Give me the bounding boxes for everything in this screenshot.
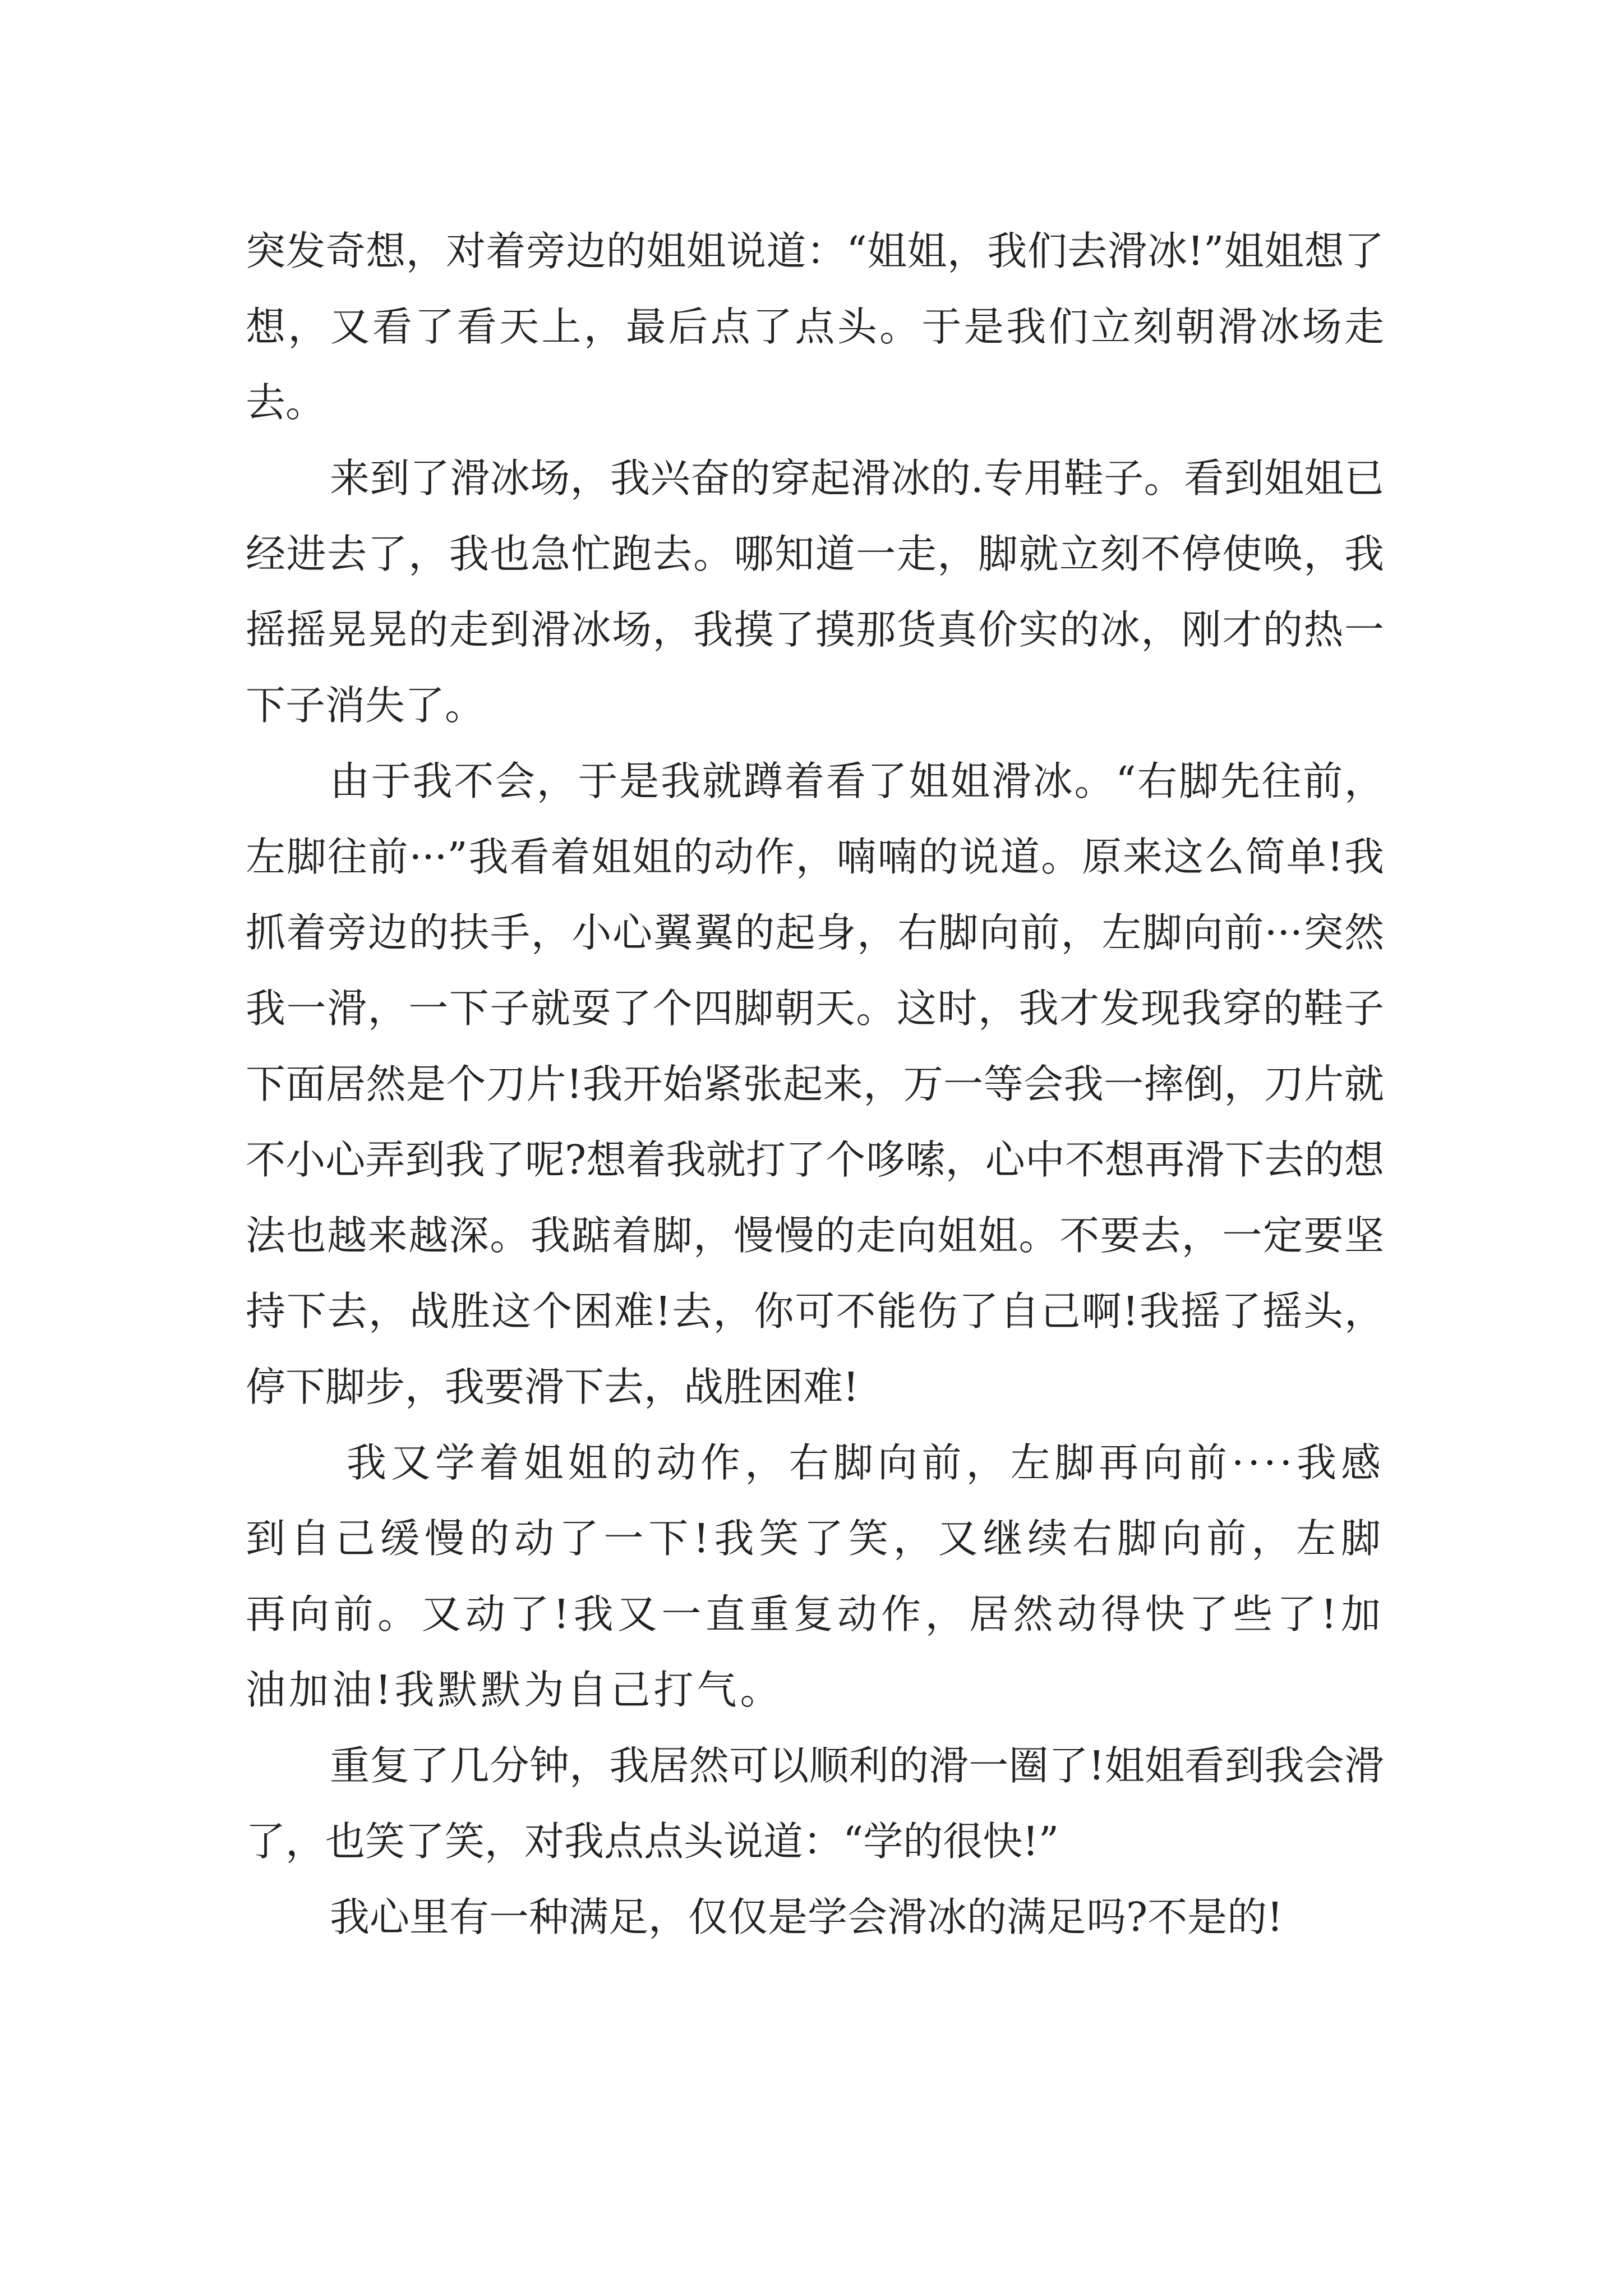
paragraph-1: 突发奇想，对着旁边的姐姐说道：“姐姐，我们去滑冰!”姐姐想了想，又看了看天上，最后点了点头。于是我们立刻朝滑冰场走去。 [246,228,1384,426]
paragraph-3: 由于我不会，于是我就蹲着看了姐姐滑冰。“右脚先往前，左脚往前···”我看着姐姐的动作，喃喃的说道。原来这么简单!我抓着旁边的扶手，小心翼翼的起身，右脚向前，左脚向前···突然我一滑，一下子就耍了个四脚朝天。这时，我才发现我穿的鞋子下面居然是个刀片!我开始紧张起来，万一等会我一摔倒，刀片就不小心弄到我了呢?想着我就打了个哆嗦，心中不想再滑下去的想法也越来越深。我踮着脚，慢慢的走向姐姐。不要去，一定要坚持下去，战胜这个困难!去，你可不能伤了自己啊!我摇了摇头，停下脚步，我要滑下去，战胜困难! [246,758,1384,1410]
paragraph-4: 我又学着姐姐的动作，右脚向前，左脚再向前····我感到自己缓慢的动了一下!我笑了笑，又继续右脚向前，左脚再向前。又动了!我又一直重复动作，居然动得快了些了!加油加油!我默默为自己打气。 [246,1439,1384,1713]
article-body [246,213,1384,1955]
paragraph-5: 重复了几分钟，我居然可以顺利的滑一圈了!姐姐看到我会滑了，也笑了笑，对我点点头说道：“学的很快!” [246,1742,1384,1865]
paragraph-2: 来到了滑冰场，我兴奋的穿起滑冰的.专用鞋子。看到姐姐已经进去了，我也急忙跑去。哪知道一走，脚就立刻不停使唤，我摇摇晃晃的走到滑冰场，我摸了摸那货真价实的冰，刚才的热一下子消失了。 [246,455,1384,729]
paragraph-6: 我心里有一种满足，仅仅是学会滑冰的满足吗?不是的! [330,1894,1283,1940]
